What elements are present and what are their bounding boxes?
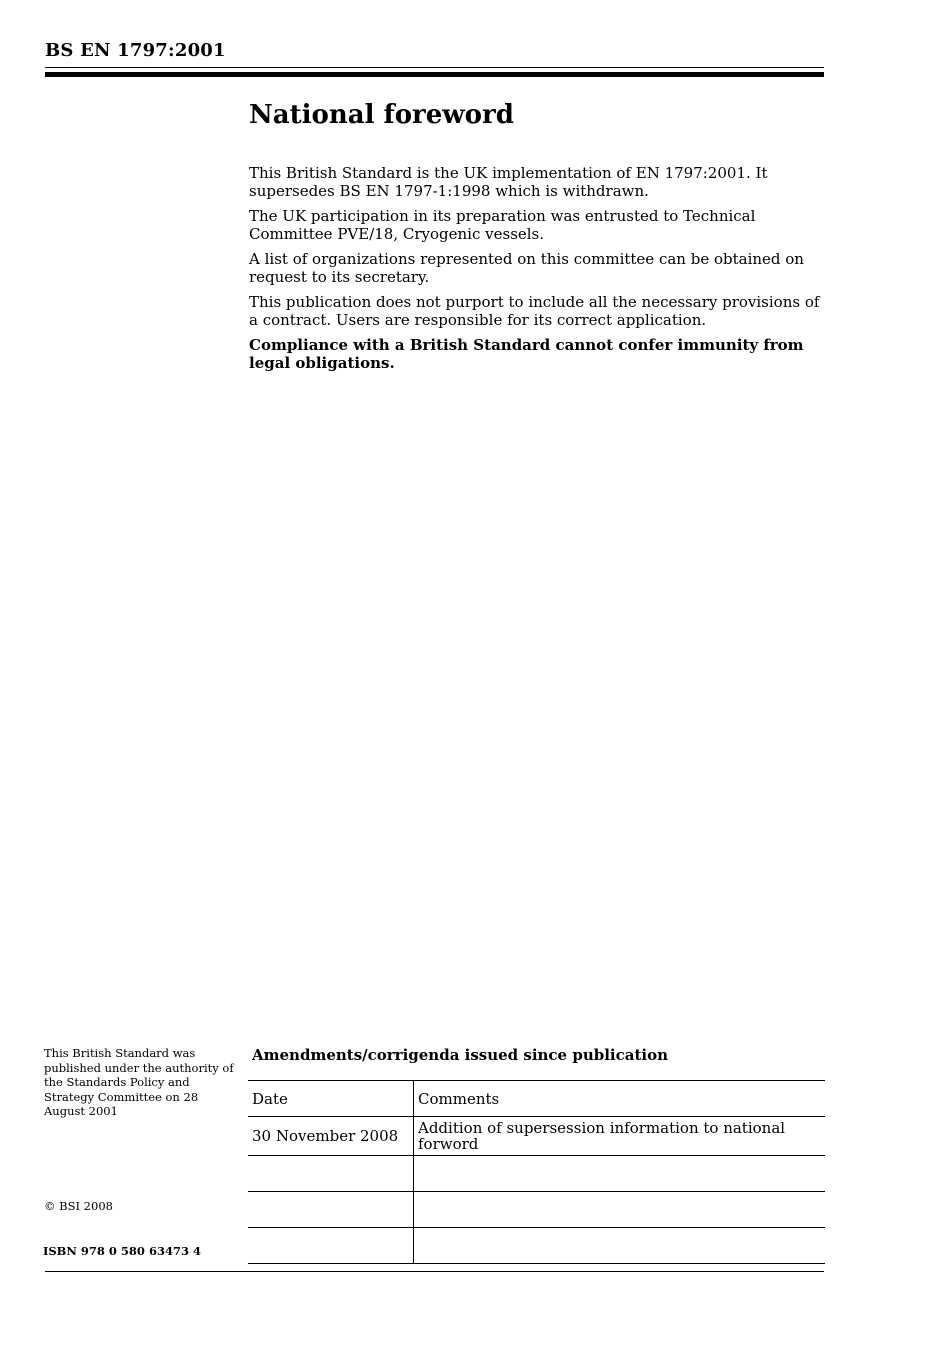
amendments-title: Amendments/corrigenda issued since publication (252, 1046, 668, 1064)
authority-note: This British Standard was published under the authority of the Standards Policy and Strategy Committee on 28 August 2001 (44, 1046, 234, 1118)
amendment-date (248, 1192, 414, 1228)
table-row (248, 1156, 825, 1192)
document-id: BS EN 1797:2001 (45, 40, 226, 61)
table-row (248, 1117, 825, 1156)
foreword-paragraph: The UK participation in its preparation was entrusted to Technical Committee PVE/18, Cryogenic vessels. (249, 207, 756, 243)
amendments-table (248, 1080, 825, 1264)
header-rule-thin (45, 67, 824, 68)
foreword-body (249, 164, 829, 379)
legal-notice: Compliance with a British Standard cannot confer immunity from legal obligations. (249, 336, 804, 372)
table-row (248, 1192, 825, 1228)
header-rule-thick (45, 72, 824, 77)
amendment-comment (414, 1228, 826, 1264)
footer-rule (45, 1271, 824, 1272)
amendment-date (248, 1228, 414, 1264)
foreword-paragraph: This British Standard is the UK implementation of EN 1797:2001. It supersedes BS EN 1797-1:1998 which is withdrawn. (249, 164, 768, 200)
isbn: ISBN 978 0 580 63473 4 (43, 1244, 201, 1258)
amendment-date (248, 1156, 414, 1192)
amendment-comment: Addition of supersession information to national forword (414, 1117, 826, 1156)
amendment-comment (414, 1156, 826, 1192)
foreword-paragraph: A list of organizations represented on this committee can be obtained on request to its secretary. (249, 250, 804, 286)
foreword-paragraph: This publication does not purport to include all the necessary provisions of a contract. Users are responsible for its correct application. (249, 293, 820, 329)
amendment-comment (414, 1192, 826, 1228)
header-comments: Comments (414, 1081, 826, 1117)
copyright: © BSI 2008 (44, 1199, 113, 1213)
table-row (248, 1228, 825, 1264)
amendment-date: 30 November 2008 (248, 1117, 414, 1156)
header-date: Date (248, 1081, 414, 1117)
page-title: National foreword (249, 100, 514, 130)
table-header-row (248, 1081, 825, 1117)
